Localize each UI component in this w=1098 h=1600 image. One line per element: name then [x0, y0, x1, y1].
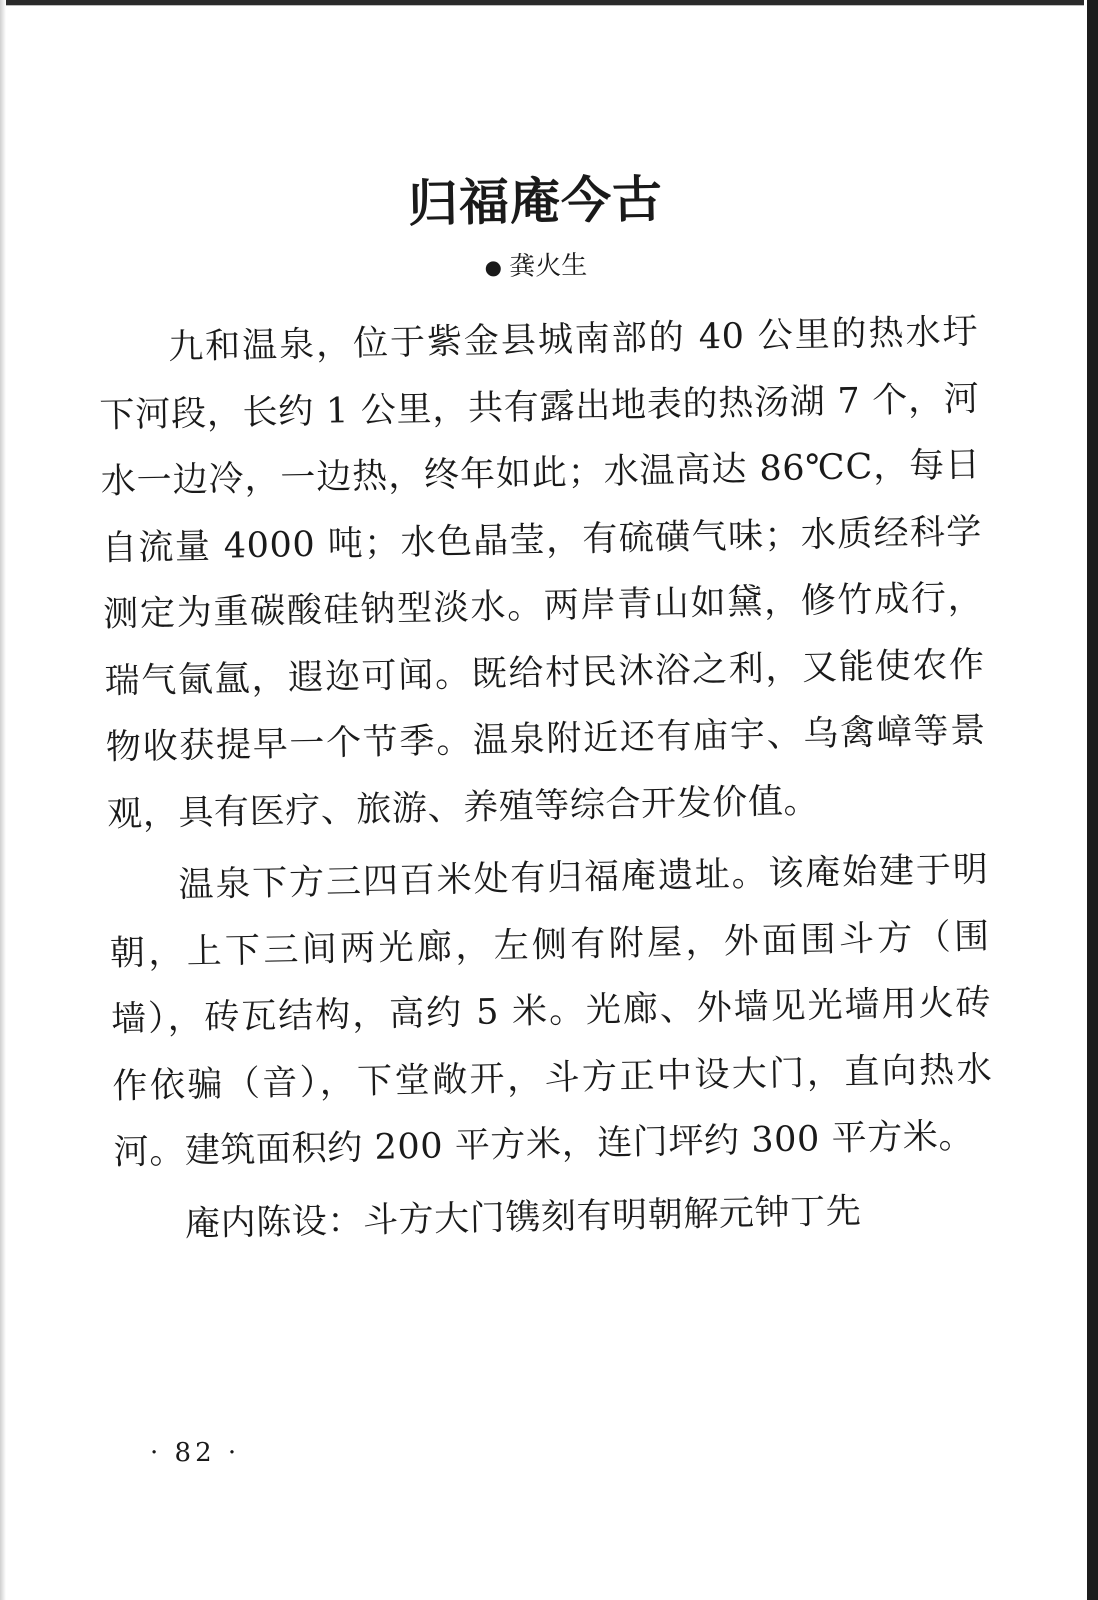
- paragraph-3: 庵内陈设：斗方大门镌刻有明朝解元钟丁先: [184, 1190, 862, 1244]
- paragraph-1: 九和温泉，位于紫金县城南部的 40 公里的热水圩下河段，长约 1 公里，共有露出地表的热汤湖 7 个，河水一边冷，一边热，终年如此；水温高达 86℃C，每日自流量 4000 吨；水色晶莹，有硫磺气味；水质经科学测定为重碳酸硅钠型淡水。两岸青山如黛，修竹成行，瑞气氤氲，遐迩可闻。既给村民沐浴之利，又能使农作物收获提早一个节季。温泉附近还有庙宇、乌禽嶂等景观，具有医疗、旅游、养殖等综合开发价值。: [99, 312, 987, 835]
- scan-left-edge: [0, 0, 6, 1600]
- article-title: 归福庵今古: [407, 169, 664, 233]
- bullet-icon: [486, 261, 501, 276]
- author-name: 龚火生: [508, 250, 588, 283]
- paragraph-2: 温泉下方三四百米处有归福庵遗址。该庵始建于明朝，上下三间两光廊，左侧有附屋，外面围斗方（围墙），砖瓦结构，高约 5 米。光廊、外墙见光墙用火砖作依骗（音），下堂敞开，斗方正中设大门，直向热水河。建筑面积约 200 平方米，连门坪约 300 平方米。: [109, 849, 993, 1173]
- scan-right-edge: [1084, 0, 1098, 1600]
- scan-top-edge: [0, 0, 1098, 14]
- page-number: · 82 ·: [150, 1438, 241, 1468]
- author-line: [96, 241, 976, 292]
- page-content: [95, 163, 996, 1265]
